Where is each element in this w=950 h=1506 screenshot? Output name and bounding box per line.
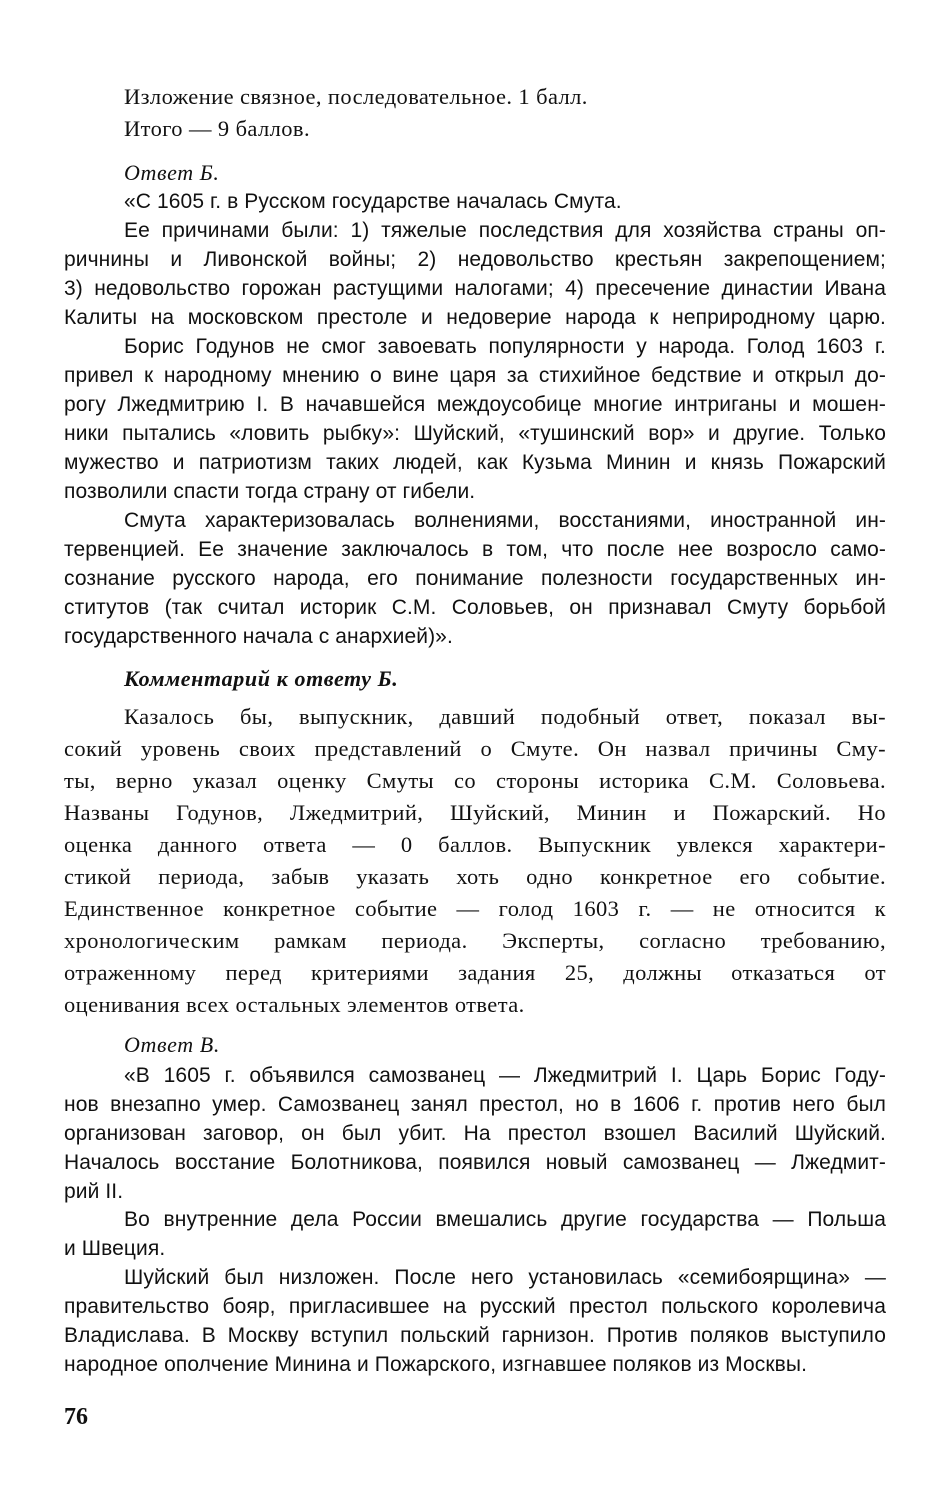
answer-v-line: правительство бояр, пригласившее на русский престол польского королевича: [64, 1295, 886, 1318]
answer-v-line: нов внезапно умер. Самозванец занял престол, но в 1606 г. против него был: [64, 1093, 886, 1116]
answer-v-heading: Ответ В.: [124, 1032, 220, 1057]
answer-b-line: ники пытались «ловить рыбку»: Шуйский, «тушинский вор» и другие. Только: [64, 422, 886, 445]
page-number: 76: [64, 1404, 88, 1430]
commentary-heading: Комментарий к ответу Б.: [124, 666, 399, 691]
commentary-line: Казалось бы, выпускник, давший подобный ответ, показал вы-: [124, 704, 886, 729]
answer-b-line: Ее причинами были: 1) тяжелые последствия для хозяйства страны оп-: [124, 219, 886, 242]
answer-b-line: «С 1605 г. в Русском государстве началась Смута.: [124, 190, 622, 213]
answer-v-line: организован заговор, он был убит. На престол взошел Василий Шуйский.: [64, 1122, 886, 1145]
answer-b-line: ститутов (так считал историк С.М. Соловьев, он признавал Смуту борьбой: [64, 596, 886, 619]
answer-b-line: сознание русского народа, его понимание полезности государственных ин-: [64, 567, 886, 590]
commentary-line: оценка данного ответа — 0 баллов. Выпускник увлекся характери-: [64, 832, 886, 857]
answer-v-line: и Швеция.: [64, 1237, 166, 1260]
answer-b-heading: Ответ Б.: [124, 160, 220, 185]
answer-b-line: ричнины и Ливонской войны; 2) недовольство крестьян закрепощением;: [64, 248, 886, 271]
answer-b-line: привел к народному мнению о вине царя за стихийное бедствие и открыл до-: [64, 364, 886, 387]
answer-b-line: Борис Годунов не смог завоевать популярности у народа. Голод 1603 г.: [124, 335, 886, 358]
commentary-line: стикой периода, забыв указать хоть одно конкретное его событие.: [64, 864, 886, 889]
answer-b-line: 3) недовольство горожан растущими налогами; 4) пресечение династии Ивана: [64, 277, 886, 300]
answer-b-line: рогу Лжедмитрию I. В начавшейся междоусобице многие интриганы и мошен-: [64, 393, 886, 416]
answer-v-line: рий II.: [64, 1180, 124, 1203]
answer-v-line: народное ополчение Минина и Пожарского, изгнавшее поляков из Москвы.: [64, 1353, 808, 1376]
commentary-line: сокий уровень своих представлений о Смуте. Он назвал причины Сму-: [64, 736, 886, 761]
answer-b-line: государственного начала с анархией)».: [64, 625, 453, 648]
answer-v-line: Во внутренние дела России вмешались другие государства — Польша: [124, 1208, 886, 1231]
header-line: Итого — 9 баллов.: [124, 116, 310, 141]
answer-v-line: «В 1605 г. объявился самозванец — Лжедмитрий I. Царь Борис Году-: [124, 1064, 886, 1087]
answer-v-line: Началось восстание Болотникова, появился новый самозванец — Лжедмит-: [64, 1151, 886, 1174]
commentary-line: Названы Годунов, Лжедмитрий, Шуйский, Минин и Пожарский. Но: [64, 800, 886, 825]
header-line: Изложение связное, последовательное. 1 балл.: [124, 84, 588, 109]
commentary-line: хронологическим рамкам периода. Эксперты, согласно требованию,: [64, 928, 886, 953]
answer-b-line: Смута характеризовалась волнениями, восстаниями, иностранной ин-: [124, 509, 886, 532]
answer-b-line: мужество и патриотизм таких людей, как Кузьма Минин и князь Пожарский: [64, 451, 886, 474]
commentary-line: отраженному перед критериями задания 25, должны отказаться от: [64, 960, 886, 985]
answer-b-line: позволили спасти тогда страну от гибели.: [64, 480, 476, 503]
answer-v-line: Владислава. В Москву вступил польский гарнизон. Против поляков выступило: [64, 1324, 886, 1347]
answer-v-line: Шуйский был низложен. После него установилась «семибоярщина» —: [124, 1266, 886, 1289]
commentary-line: ты, верно указал оценку Смуты со стороны историка С.М. Соловьева.: [64, 768, 886, 793]
answer-b-line: Калиты на московском престоле и недоверие народа к неприродному царю.: [64, 306, 886, 329]
commentary-line: оценивания всех остальных элементов ответа.: [64, 992, 525, 1017]
answer-b-line: тервенцией. Ее значение заключалось в том, что после нее возросло само-: [64, 538, 886, 561]
commentary-line: Единственное конкретное событие — голод 1603 г. — не относится к: [64, 896, 886, 921]
